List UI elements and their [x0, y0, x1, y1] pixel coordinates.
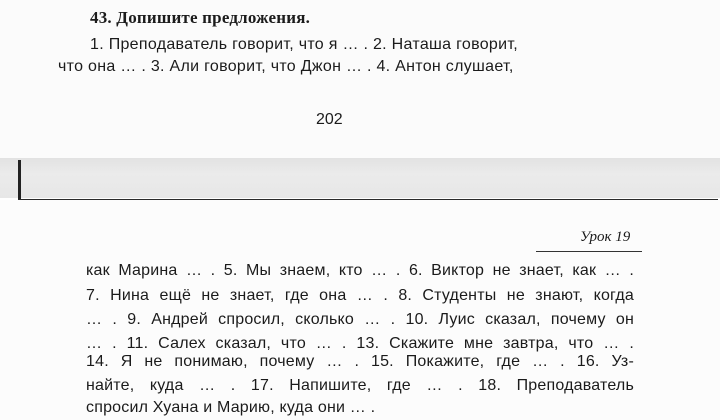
exercise-title: 43. Допишите предложения.: [90, 8, 311, 27]
exercise-line: 1. Преподаватель говорит, что я … . 2. Наташа говорит,: [90, 36, 518, 53]
exercise-line: как Марина … . 5. Мы знаем, кто … . 6. Виктор не знает, как … .: [86, 262, 634, 279]
exercise-line: … . 9. Андрей спросил, сколько … . 10. Луис сказал, почему он: [86, 311, 634, 328]
exercise-line: что она … . 3. Али говорит, что Джон … . 4. Антон слушает,: [58, 58, 514, 75]
page-gap: [0, 158, 720, 198]
exercise-line: 14. Я не понимаю, почему … . 15. Покажите, где … . 16. Уз-: [86, 353, 634, 370]
page-number: 202: [316, 111, 343, 128]
exercise-line: найте, куда … . 17. Напишите, где … . 18. Преподаватель: [86, 377, 634, 394]
exercise-line: спросил Хуана и Марию, куда они … .: [86, 399, 376, 416]
lesson-rule: [536, 251, 642, 252]
exercise-line: … . 11. Салех сказал, что … . 13. Скажите мне завтра, что … .: [86, 335, 634, 352]
exercise-line: 7. Нина ещё не знает, где она … . 8. Студенты не знают, когда: [86, 287, 634, 304]
lesson-label: Урок 19: [580, 229, 631, 245]
spine-mark: [18, 160, 21, 200]
